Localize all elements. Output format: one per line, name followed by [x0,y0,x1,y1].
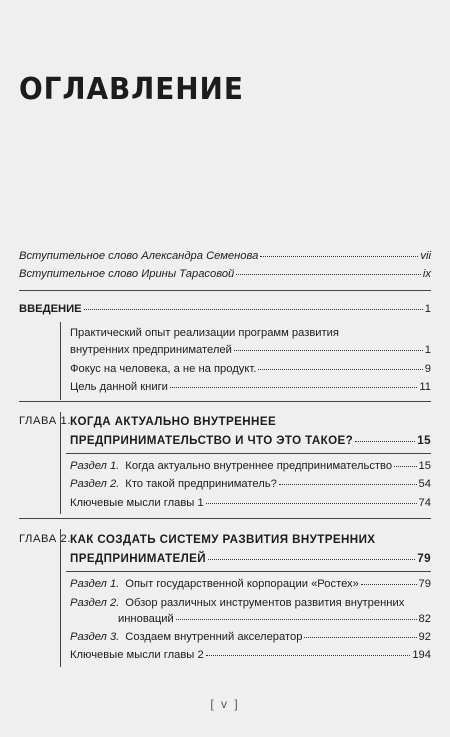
toc-entry-ch1-key [70,497,431,509]
toc-entry-text: Вступительное слово Александра Семенова [19,250,259,262]
toc-entry-vvedenie-3 [70,381,431,393]
vertical-rule [60,529,61,667]
toc-entry-page: 92 [418,631,431,643]
toc-entry-intro-1 [19,250,431,262]
toc-entry-page: 11 [419,381,431,393]
leader-dots [394,466,416,467]
section-divider [19,290,431,291]
toc-entry-intro-2 [19,268,431,280]
toc-entry-page: 15 [418,460,431,472]
toc-entry-vvedenie [19,303,431,315]
toc-entry-chapter1 [70,434,431,447]
toc-entry-text: внутренних предпринимателей [70,344,232,356]
toc-entry-page: 82 [418,613,431,625]
toc-entry-ch2-key [70,649,431,661]
leader-dots [176,619,417,620]
toc-entry-vvedenie-2 [70,363,431,375]
leader-dots [258,369,422,370]
section-label: Раздел 2. [70,597,120,609]
chapter-label: ГЛАВА 2. [19,533,72,545]
section-label: Раздел 3. [70,631,120,643]
chapter-title: КАК СОЗДАТЬ СИСТЕМУ РАЗВИТИЯ ВНУТРЕННИХ [70,533,376,546]
toc-entry-page: 1 [424,344,431,356]
leader-dots [304,637,416,638]
leader-dots [170,387,417,388]
page-title: ОГЛАВЛЕНИЕ [19,72,244,107]
toc-entry-text: Ключевые мысли главы 1 [70,497,204,509]
toc-entry-ch2-sec1 [70,578,431,590]
section-divider [19,518,431,519]
toc-entry-text: Фокус на человека, а не на продукт. [70,363,257,375]
toc-entry-text: Создаем внутренний акселератор [125,631,303,643]
leader-dots [361,584,417,585]
toc-entry-ch1-sec2 [70,478,431,490]
leader-dots [236,274,421,275]
leader-dots [260,256,418,257]
toc-entry-text: инноваций [118,613,174,625]
toc-entry-text: Когда актуально внутреннее предпринимательство [125,460,393,472]
chapter-title: ПРЕДПРИНИМАТЕЛЕЙ [70,552,207,565]
toc-entry-ch2-sec2 [118,613,431,625]
toc-entry-page: 79 [417,552,431,565]
leader-dots [355,441,415,442]
toc-entry-text: Практический опыт реализации программ развития [70,327,339,339]
toc-entry-text: Цель данной книги [70,381,168,393]
toc-entry-page: 79 [418,578,431,590]
page-number: [ v ] [210,697,240,711]
leader-dots [206,503,417,504]
toc-entry-text: ВВЕДЕНИЕ [19,303,82,315]
chapter-underline [66,571,431,572]
leader-dots [279,484,417,485]
toc-entry-text: Вступительное слово Ирины Тарасовой [19,268,235,280]
toc-entry-ch2-sec2-line1 [70,597,404,609]
toc-entry-text: Опыт государственной корпорации «Ростех» [125,578,359,590]
leader-dots [234,350,423,351]
toc-entry-text: Кто такой предприниматель? [125,478,277,490]
toc-entry-page: 194 [412,649,431,661]
toc-entry-page: 74 [418,497,431,509]
toc-entry-page: 54 [418,478,431,490]
toc-entry-vvedenie-1 [70,344,431,356]
toc-entry-page: 1 [424,303,431,315]
vertical-rule [60,322,61,400]
chapter-label: ГЛАВА 1. [19,415,72,427]
toc-entry-page: ix [422,268,431,280]
toc-entry-text: Обзор различных инструментов развития внутренних [125,597,405,609]
chapter-title: ПРЕДПРИНИМАТЕЛЬСТВО И ЧТО ЭТО ТАКОЕ? [70,434,354,447]
section-label: Раздел 2. [70,478,120,490]
chapter-underline [66,453,431,454]
leader-dots [84,309,423,310]
section-divider [19,401,431,402]
toc-entry-text: Ключевые мысли главы 2 [70,649,204,661]
leader-dots [206,655,411,656]
toc-entry-chapter2 [70,552,431,565]
toc-entry-ch2-sec3 [70,631,431,643]
toc-entry-page: vii [420,250,431,262]
section-label: Раздел 1. [70,460,120,472]
section-label: Раздел 1. [70,578,120,590]
vertical-rule [60,412,61,514]
chapter-title: КОГДА АКТУАЛЬНО ВНУТРЕННЕЕ [70,415,277,428]
leader-dots [208,559,415,560]
toc-entry-ch1-sec1 [70,460,431,472]
toc-entry-page: 15 [417,434,431,447]
toc-entry-page: 9 [424,363,431,375]
